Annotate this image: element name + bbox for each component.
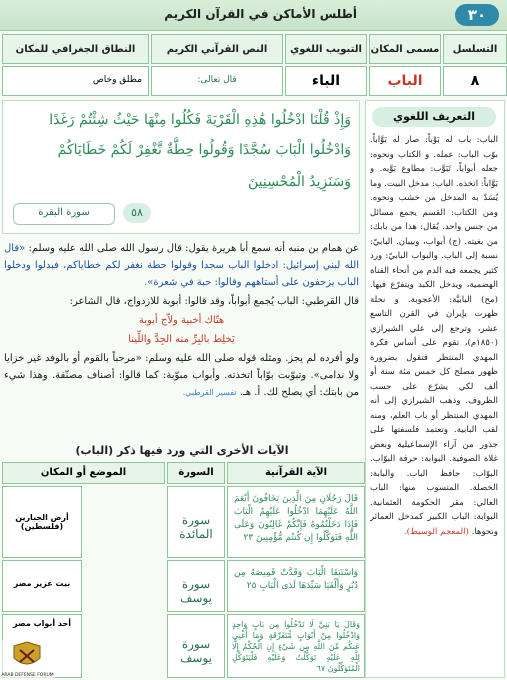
place-cell-2: [2, 560, 82, 612]
place-name-value: الباب: [387, 73, 423, 89]
poem-line-1: هتّاك أخبية ولاّج أبوبة: [138, 315, 225, 326]
col-serial-header: التسلسل: [443, 34, 507, 64]
lexical-value: الباء: [311, 73, 341, 89]
col-surah-header: السورة: [167, 462, 225, 484]
tafsir-paragraph-2: قال القرطبي: الباب يُجمع أبواباً، وقد قالوا: أبوبة للازدواج، قال الشاعر:: [69, 296, 359, 307]
col-lexical-header: التبويب اللغوي: [285, 34, 367, 64]
other-surah-1: سورة المائدة: [179, 513, 213, 541]
other-surah-2: سورة يوسف: [179, 577, 212, 605]
tafsir-paragraph: [4, 240, 359, 291]
watermark-text: ARAB DEFENSE FORUM: [1, 673, 54, 678]
verse-line-1: وَإِذْ قُلْنَا ادْخُلُوا هَٰذِهِ الْقَرْيَةَ فَكُلُوا مِنْهَا حَيْثُ شِئْتُمْ رَغَدًا: [49, 112, 351, 128]
geo-range-value: مطلق وخاص: [92, 75, 142, 85]
tafsir-paragraph-3: [4, 350, 359, 401]
verse-cell-3: [227, 614, 365, 678]
lexical-definition-title: التعريف اللغوي: [372, 107, 496, 127]
tafsir-source: تفسير القرطبي.: [182, 388, 237, 397]
quran-text-cell: [151, 66, 283, 96]
quran-prefix: قال تعالى:: [197, 75, 237, 85]
other-surah-3: سورة يوسف: [179, 637, 212, 665]
page-number-badge: ٣٠: [455, 4, 499, 26]
col-verse-header: الآية القرآنية: [227, 462, 365, 484]
surah-cell-1: [167, 486, 225, 558]
geo-range-cell: [2, 66, 149, 96]
col-place-name-header: مسمى المكان: [369, 34, 441, 64]
place-cell-1: [2, 486, 82, 558]
poem-line-2: يَخلِط بالبِرِّ منه الجِدَّ واللِّينا: [128, 334, 235, 345]
other-place-2: بيت عزيز مصر: [13, 579, 71, 588]
other-place-1: أرض الجبارين (فلسطين): [15, 513, 69, 531]
surah-cell-3: [167, 614, 225, 678]
other-verse-2: وَاسْتَبَقَا الْبَابَ وَقَدَّتْ قَمِيصَهُ مِن دُبُرٍ وَأَلْفَيَا سَيِّدَهَا لَدَى الْبَابِ ٢٥: [234, 568, 358, 591]
other-verses-title: الآيات الأخرى التي ورد فيها ذكر (الباب): [75, 444, 289, 457]
surah-name-badge: سورة البقرة: [13, 203, 115, 225]
other-verse-1: قَالَ رَجُلَانِ مِنَ الَّذِينَ يَخَافُونَ أَنْعَمَ اللَّهُ عَلَيْهِمَا ادْخُلُوا عَلَيْهِمُ الْبَابَ فَإِذَا دَخَلْتُمُوهُ فَإِنَّكُمْ غَالِبُونَ وَعَلَى اللَّهِ فَتَوَكَّلُوا إِن كُنتُم مُّؤْمِنِينَ ٢٣: [234, 494, 358, 543]
ayah-number: ٥٨: [123, 203, 151, 223]
verse-cell-1: [227, 486, 365, 558]
top-bar: [0, 0, 507, 31]
lexical-text-mid: (مح) البابيَّة: الأعجوبة. و نحلة ظهرت بإيران في القرن التاسع عشر، وترجع إلى علي الشيرازي (١٨٥٠م)، تقوم على أساس فكرة المهدي المنتظر فتقول بضرورة ظهور مصلح كل خمس مئة سنة أو ألف لكي يشرّع على حسب الظروف. وذهب الشيرازي إلى أنه المهدي المنتظر أو باب العلم، ومنه لقب البابية. وتعتمد فلسفتها على جذور من آراء الإسماعيلية وبعض غلاة الصوفية. البوابة: حرفة البوّاب. البوّاب: حافظ الباب. والبابة: الخصلة. المنسوب منها: الباب العالي: مقر الحكومة العثمانية. البوابة: الباب الكبير كمدخل العمائر ونحوها.: [370, 294, 498, 537]
lexical-definition-text: [370, 133, 498, 673]
forum-watermark-logo: [0, 640, 55, 680]
page-title: أطلس الأماكن في القرآن الكريم: [164, 7, 357, 21]
col-geo-range-header: النطاق الجغرافي للمكان: [2, 34, 149, 64]
col-quran-text-header: النص القرآني الكريم: [151, 34, 283, 64]
verse-line-3: وَسَنَزِيدُ الْمُحْسِنِينَ: [247, 174, 351, 190]
tafsir-hadith: «قال الله لبني إسرائيل: ادخلوا الباب سجدا وقولوا حطة نغفر لكم خطاياكم، فبدلوا ودخلوا الباب يزحفون على أستاههم وقالوا: حبة في شعرة».: [4, 243, 359, 288]
other-place-3: أحد أبواب مصر: [12, 619, 72, 628]
lexical-text-intro: الباب: باب له بَوْباً: صار له بَوَّاباً. بوّب الباب: عمله. و الكتاب ونحوه: جعله أبواباً. تَبَوَّب: مطاوع بَوَّبه. و بَوَّاباً: اتخذه. الباب: مدخل البيت. وما يُسَدّ به المدخل من خشب ونحوه. ومن الكتاب: القسم يجمع مسائل من جنس واحد. يُقال: هذا من بابك: من بغيته. (ج) أبواب، وبيبان. البابيّ: نسبة إلى الباب. والبواب البابيّ: ورد كثير يجمعه فيه الدم من أنحاء القناة الهضمية، ويدخل الكبد ويتفرّع فيها.: [370, 135, 498, 290]
other-verse-3: وَقَالَ يَا بَنِيَّ لَا تَدْخُلُوا مِن بَابٍ وَاحِدٍ وَادْخُلُوا مِنْ أَبْوَابٍ مُّتَفَرِّقَةٍ وَمَا أُغْنِي عَنكُم مِّنَ اللَّهِ مِن شَيْءٍ إِنِ الْحُكْمُ إِلَّا لِلَّهِ عَلَيْهِ تَوَكَّلْتُ وَعَلَيْهِ فَلْيَتَوَكَّلِ الْمُتَوَكِّلُونَ ٦٧: [232, 620, 360, 673]
place-name-cell: [369, 66, 441, 96]
tafsir-text-1: عن همام بن منبه أنه سمع أبا هريرة يقول: قال رسول الله صلى الله عليه وسلم:: [28, 243, 359, 254]
lexical-source: (المعجم الوسيط).: [403, 526, 469, 537]
surah-cell-2: [167, 560, 225, 612]
col-place-header: الموضع أو المكان: [2, 462, 165, 484]
main-verse-box: [2, 100, 360, 234]
lexical-cell: [285, 66, 367, 96]
tafsir-text-3: ولو أفرده لم يجز. ومثله قوله صلى الله عليه وسلم: «مرحباً بالقوم أو بالوفد غير خزايا ولا ندامى». وتبوّبت بوّاباً اتخذته. وأبواب مبوّبة: كما قالوا: أصناف مصنّفة. وهذا شيء من بابتك: أي يصلح لك. أ. هـ.: [4, 353, 359, 398]
verse-line-2: وَادْخُلُوا الْبَابَ سُجَّدًا وَقُولُوا حِطَّةٌ نَّغْفِرْ لَكُمْ خَطَايَاكُمْ: [57, 142, 351, 158]
serial-cell: [443, 66, 507, 96]
verse-cell-2: [227, 560, 365, 612]
tafsir-section: [4, 240, 359, 450]
serial-value: ٨: [470, 73, 480, 89]
lexical-definition-panel: [365, 100, 505, 678]
